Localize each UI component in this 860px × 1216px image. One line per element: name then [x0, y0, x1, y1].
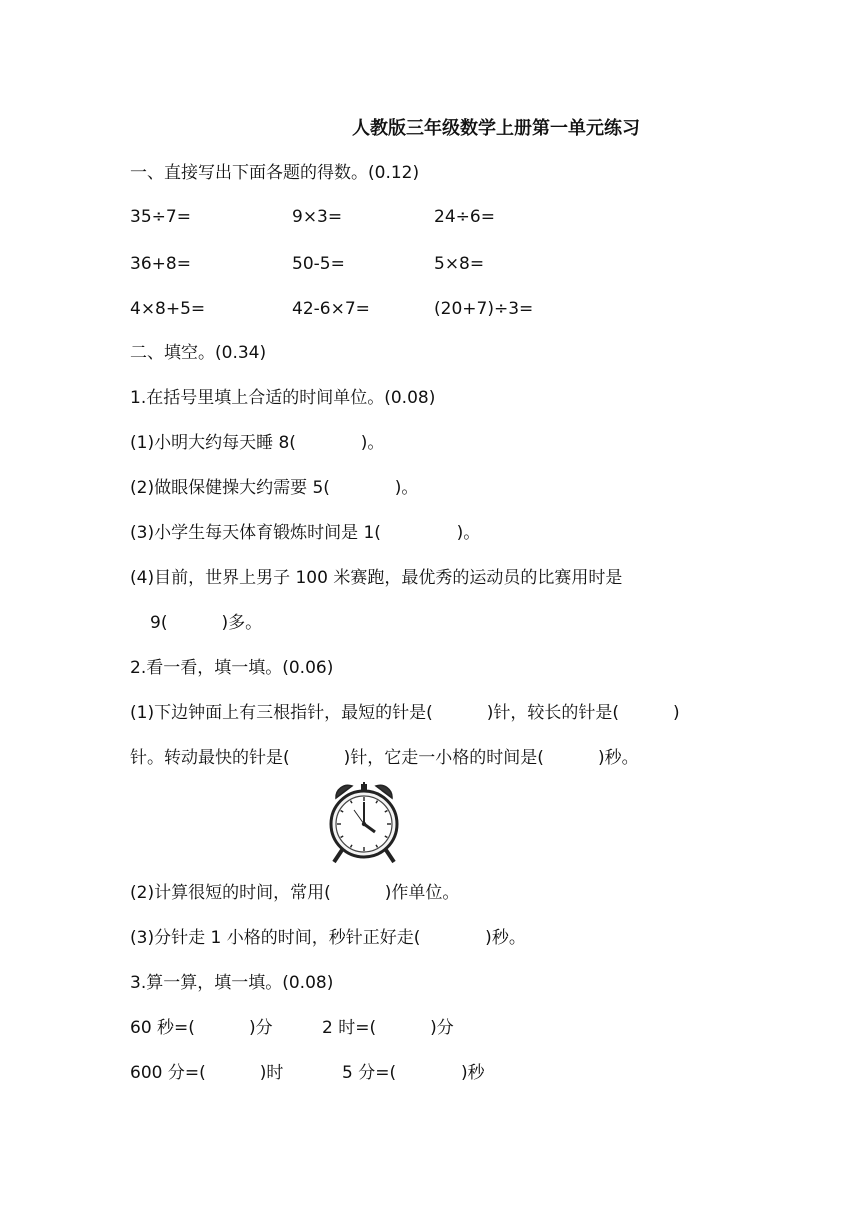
problem-3-3: (20+7)÷3=	[434, 299, 534, 319]
problem-2-2: 50-5=	[292, 254, 345, 274]
section-2-heading: 二、填空。(0.34)	[130, 343, 267, 363]
question-3-item-2: 2 时=( )分	[322, 1018, 454, 1038]
problem-1-1: 35÷7=	[130, 207, 191, 227]
question-2-item-1: (1)下边钟面上有三根指针，最短的针是( )针，较长的针是( )	[130, 703, 680, 723]
question-1-item-3: (3)小学生每天体育锻炼时间是 1( )。	[130, 523, 481, 543]
problem-2-3: 5×8=	[434, 254, 485, 274]
alarm-clock-icon	[328, 780, 400, 864]
problem-1-3: 24÷6=	[434, 207, 495, 227]
problem-3-2: 42-6×7=	[292, 299, 370, 319]
question-1-item-4-cont: 9( )多。	[150, 613, 263, 633]
question-3-heading: 3.算一算，填一填。(0.08)	[130, 973, 334, 993]
question-1-heading: 1.在括号里填上合适的时间单位。(0.08)	[130, 388, 436, 408]
question-3-item-1: 60 秒=( )分	[130, 1018, 273, 1038]
question-1-item-1: (1)小明大约每天睡 8( )。	[130, 433, 385, 453]
page-title: 人教版三年级数学上册第一单元练习	[352, 118, 640, 139]
problem-2-1: 36+8=	[130, 254, 191, 274]
question-2-heading: 2.看一看，填一填。(0.06)	[130, 658, 334, 678]
question-2-item-2: (2)计算很短的时间，常用( )作单位。	[130, 883, 460, 903]
question-3-item-3: 600 分=( )时	[130, 1063, 284, 1083]
question-3-item-4: 5 分=( )秒	[342, 1063, 485, 1083]
section-1-heading: 一、直接写出下面各题的得数。(0.12)	[130, 163, 420, 183]
problem-1-2: 9×3=	[292, 207, 343, 227]
question-1-item-2: (2)做眼保健操大约需要 5( )。	[130, 478, 419, 498]
question-2-item-1-cont: 针。转动最快的针是( )针，它走一小格的时间是( )秒。	[130, 748, 639, 768]
problem-3-1: 4×8+5=	[130, 299, 206, 319]
question-2-item-3: (3)分针走 1 小格的时间，秒针正好走( )秒。	[130, 928, 526, 948]
question-1-item-4: (4)目前，世界上男子 100 米赛跑，最优秀的运动员的比赛用时是	[130, 568, 623, 588]
